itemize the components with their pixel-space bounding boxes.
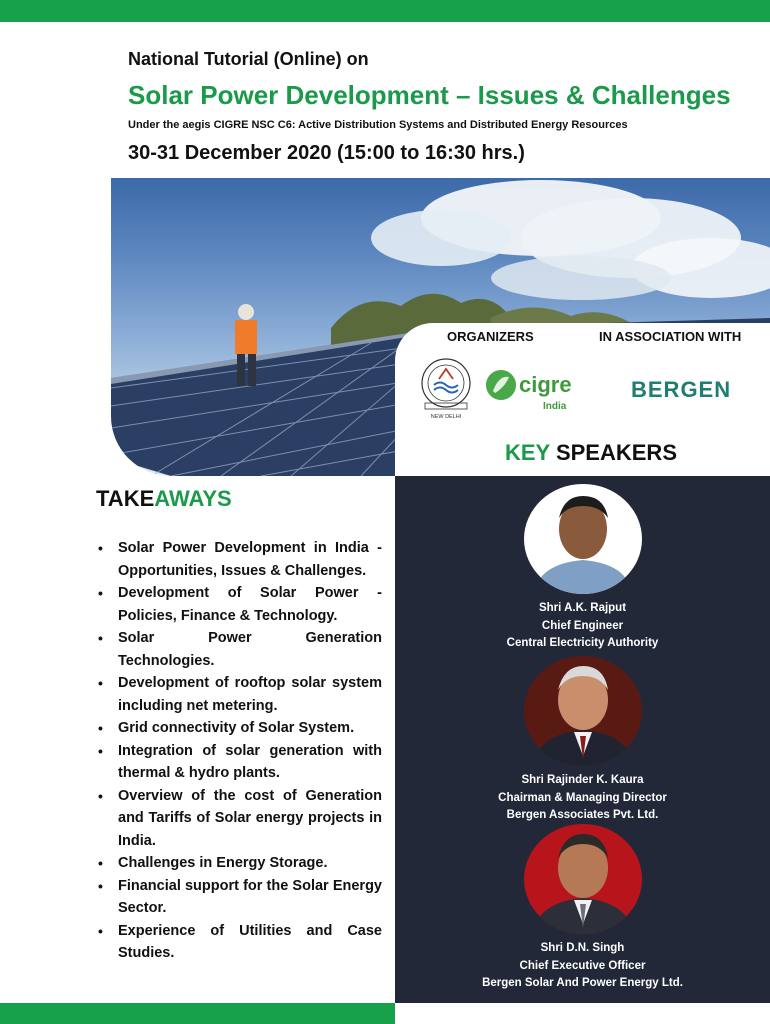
speaker-role: Chief Engineer <box>541 619 624 632</box>
event-title: Solar Power Development – Issues & Challenges <box>128 80 731 110</box>
speaker-org: Central Electricity Authority <box>506 637 659 649</box>
takeaways-heading <box>96 486 232 512</box>
key-speakers-heading <box>505 440 677 466</box>
bergen-logo: BERGEN <box>631 377 732 402</box>
list-item: • Experience of Utilities and Case Studies. <box>96 920 382 965</box>
takeaways-heading-plain: TAKE <box>96 486 155 511</box>
cigre-logo-sub: India <box>543 401 567 412</box>
speakers-panel <box>395 476 770 1003</box>
speaker-card <box>395 824 770 993</box>
takeaways-list <box>96 537 382 965</box>
cigre-india-logo <box>485 365 585 415</box>
speaker-org: Bergen Associates Pvt. Ltd. <box>506 809 659 821</box>
cigre-logo-text: cigre <box>519 372 572 397</box>
speaker-role: Chairman & Managing Director <box>498 791 667 804</box>
speaker-name: Shri Rajinder K. Kaura <box>521 774 644 786</box>
association-label: IN ASSOCIATION WITH <box>599 329 742 344</box>
list-item: • Development of rooftop solar system including net metering. <box>96 672 382 717</box>
list-item: • Grid connectivity of Solar System. <box>96 717 382 740</box>
bottom-accent-bar <box>0 1003 395 1024</box>
speaker-name: Shri A.K. Rajput <box>538 602 627 614</box>
list-item: • Integration of solar generation with thermal & hydro plants. <box>96 740 382 785</box>
speaker-role: Chief Executive Officer <box>519 959 646 972</box>
key-speakers-heading-accent: KEY <box>505 440 550 465</box>
speaker-card <box>395 656 770 825</box>
list-item: • Financial support for the Solar Energy Sector. <box>96 875 382 920</box>
event-dates: 30-31 December 2020 (15:00 to 16:30 hrs.) <box>128 142 525 164</box>
list-item: • Solar Power Development in India - Opportunities, Issues & Challenges. <box>96 537 382 582</box>
event-subtitle: National Tutorial (Online) on <box>128 49 369 69</box>
speaker-photo <box>524 656 642 766</box>
aegis-line: Under the aegis CIGRE NSC C6: Active Distribution Systems and Distributed Energy Resources <box>128 119 628 131</box>
event-header <box>128 46 758 166</box>
iit-logo-text: NEW DELHI <box>430 414 462 420</box>
speaker-photo <box>524 824 642 934</box>
speaker-photo <box>524 484 642 594</box>
organizers-label: ORGANIZERS <box>447 329 534 344</box>
list-item: • Challenges in Energy Storage. <box>96 852 382 875</box>
iit-delhi-logo <box>417 355 475 421</box>
list-item: • Solar Power Generation Technologies. <box>96 627 382 672</box>
speaker-card <box>395 484 770 653</box>
top-accent-bar <box>0 0 770 22</box>
speaker-name: Shri D.N. Singh <box>540 942 625 954</box>
list-item: • Overview of the cost of Generation and Tariffs of Solar energy projects in India. <box>96 785 382 853</box>
key-speakers-heading-rest: SPEAKERS <box>549 440 677 465</box>
speaker-org: Bergen Solar And Power Energy Ltd. <box>482 977 683 989</box>
list-item: • Development of Solar Power - Policies, Finance & Technology. <box>96 582 382 627</box>
takeaways-heading-accent: AWAYS <box>154 486 232 511</box>
